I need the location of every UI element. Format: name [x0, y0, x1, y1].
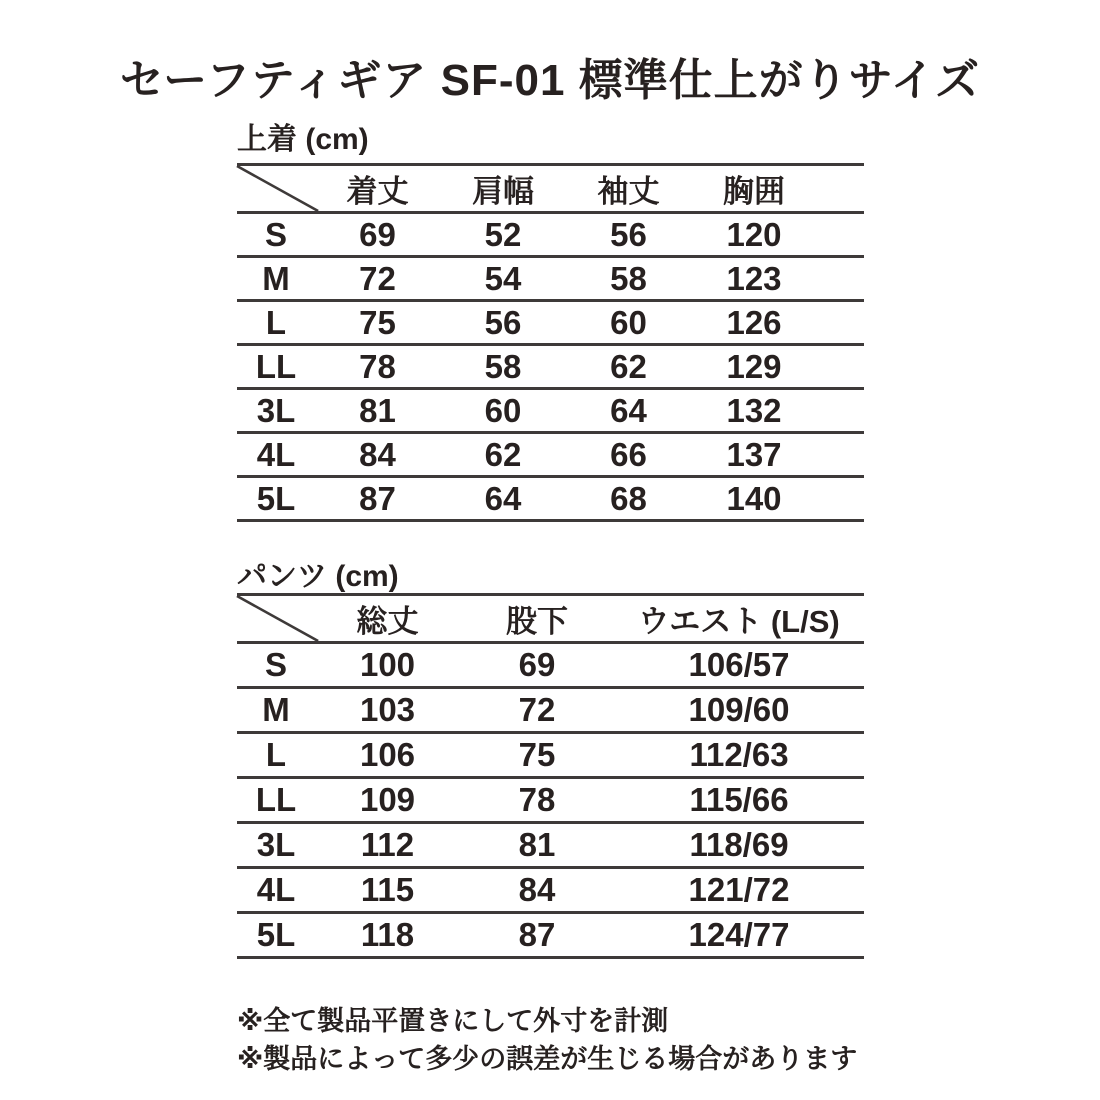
pants-header-row: [237, 595, 864, 643]
measurement-value: 112: [360, 826, 415, 863]
size-label: L: [265, 736, 287, 773]
measurement-value: 64: [484, 479, 522, 517]
table-row: [237, 778, 864, 823]
measurement-value: 68: [610, 479, 647, 517]
column-header: 肩幅: [472, 174, 534, 209]
pants-size-table: [237, 593, 864, 959]
measurement-value: 60: [484, 391, 522, 429]
measurement-value: 60: [610, 303, 647, 341]
page-title: セーフティギア SF-01 標準仕上がりサイズ: [119, 56, 981, 105]
measurement-value: 140: [726, 479, 782, 517]
measurement-value: 54: [484, 259, 522, 297]
column-header: 股下: [506, 604, 568, 639]
size-label: S: [264, 215, 287, 253]
measurement-value: 100: [359, 646, 416, 683]
footnotes: [237, 1002, 857, 1078]
measurement-value: 109: [359, 781, 416, 818]
table-row: [237, 823, 864, 868]
measurement-value: 75: [518, 736, 556, 773]
jacket-size-table: [237, 163, 864, 522]
measurement-value: 72: [359, 259, 396, 297]
measurement-value: 56: [484, 303, 522, 341]
size-label: M: [262, 691, 290, 728]
table-row: [237, 477, 864, 521]
table-row: [237, 868, 864, 913]
measurement-value: 87: [359, 479, 396, 517]
measurement-value: 58: [484, 347, 522, 385]
diagonal-line: [237, 596, 318, 641]
measurement-value: 52: [484, 215, 522, 253]
table-row: [237, 389, 864, 433]
spacer-cell: [817, 213, 864, 257]
table-row: [237, 643, 864, 688]
spacer-cell: [817, 389, 864, 433]
size-label: LL: [255, 781, 297, 818]
diagonal-line: [237, 166, 318, 211]
spacer-cell: [817, 477, 864, 521]
measurement-value: 118: [360, 916, 415, 953]
size-label: 3L: [256, 826, 296, 863]
measurement-value: 103: [359, 691, 416, 728]
size-label: L: [265, 303, 287, 341]
table-row: [237, 213, 864, 257]
table-row: [237, 688, 864, 733]
column-header: 着丈: [346, 174, 409, 209]
size-label: 4L: [256, 435, 296, 473]
table-row: [237, 733, 864, 778]
jacket-header-row: [237, 165, 864, 213]
measurement-value: 66: [610, 435, 647, 473]
spacer-cell: [817, 301, 864, 345]
spacer-cell: [817, 165, 864, 213]
spacer-cell: [817, 257, 864, 301]
column-header: ウエスト (L/S): [638, 604, 840, 639]
jacket-table-body: [237, 213, 864, 521]
measurement-value: 58: [610, 259, 647, 297]
measurement-value: 115/66: [689, 781, 789, 818]
table-row: [237, 257, 864, 301]
measurement-value: 137: [726, 435, 782, 473]
size-label: 5L: [256, 479, 296, 517]
measurement-value: 124/77: [688, 916, 790, 953]
diagonal-corner-cell: [237, 595, 315, 643]
measurement-value: 132: [726, 391, 782, 429]
measurement-value: 112/63: [689, 736, 789, 773]
measurement-value: 106: [359, 736, 416, 773]
pants-table-body: [237, 643, 864, 958]
pants-section-label: パンツ (cm): [237, 560, 399, 593]
table-row: [237, 345, 864, 389]
column-header: 袖丈: [597, 174, 660, 209]
measurement-value: 106/57: [688, 646, 790, 683]
diagonal-corner-cell: [237, 165, 315, 213]
measurement-value: 87: [518, 916, 556, 953]
measurement-value: 69: [518, 646, 556, 683]
measurement-value: 115: [360, 871, 415, 908]
measurement-value: 78: [518, 781, 556, 818]
measurement-value: 75: [359, 303, 396, 341]
measurement-value: 84: [518, 871, 556, 908]
size-label: 3L: [256, 391, 296, 429]
size-label: LL: [255, 347, 297, 385]
measurement-value: 64: [610, 391, 647, 429]
measurement-value: 129: [726, 347, 782, 385]
measurement-value: 69: [359, 215, 396, 253]
spacer-cell: [817, 433, 864, 477]
spacer-cell: [817, 345, 864, 389]
measurement-value: 78: [359, 347, 396, 385]
size-label: 4L: [256, 871, 296, 908]
footnote-line-1: ※全て製品平置きにして外寸を計測: [237, 1006, 669, 1036]
measurement-value: 72: [518, 691, 556, 728]
measurement-value: 81: [518, 826, 556, 863]
size-label: M: [262, 259, 290, 297]
measurement-value: 81: [359, 391, 396, 429]
column-header: 胸囲: [723, 174, 785, 209]
measurement-value: 62: [484, 435, 522, 473]
table-row: [237, 913, 864, 958]
jacket-section-label: 上着 (cm): [237, 123, 369, 156]
measurement-value: 84: [359, 435, 396, 473]
measurement-value: 126: [726, 303, 782, 341]
measurement-value: 62: [610, 347, 647, 385]
measurement-value: 118/69: [689, 826, 789, 863]
table-row: [237, 301, 864, 345]
column-header: 総丈: [356, 604, 419, 639]
measurement-value: 109/60: [688, 691, 790, 728]
measurement-value: 123: [726, 259, 782, 297]
measurement-value: 56: [610, 215, 647, 253]
measurement-value: 120: [726, 215, 782, 253]
size-label: S: [264, 646, 287, 683]
measurement-value: 121/72: [688, 871, 790, 908]
table-row: [237, 433, 864, 477]
footnote-line-2: ※製品によって多少の誤差が生じる場合があります: [237, 1044, 858, 1074]
size-label: 5L: [256, 916, 296, 953]
